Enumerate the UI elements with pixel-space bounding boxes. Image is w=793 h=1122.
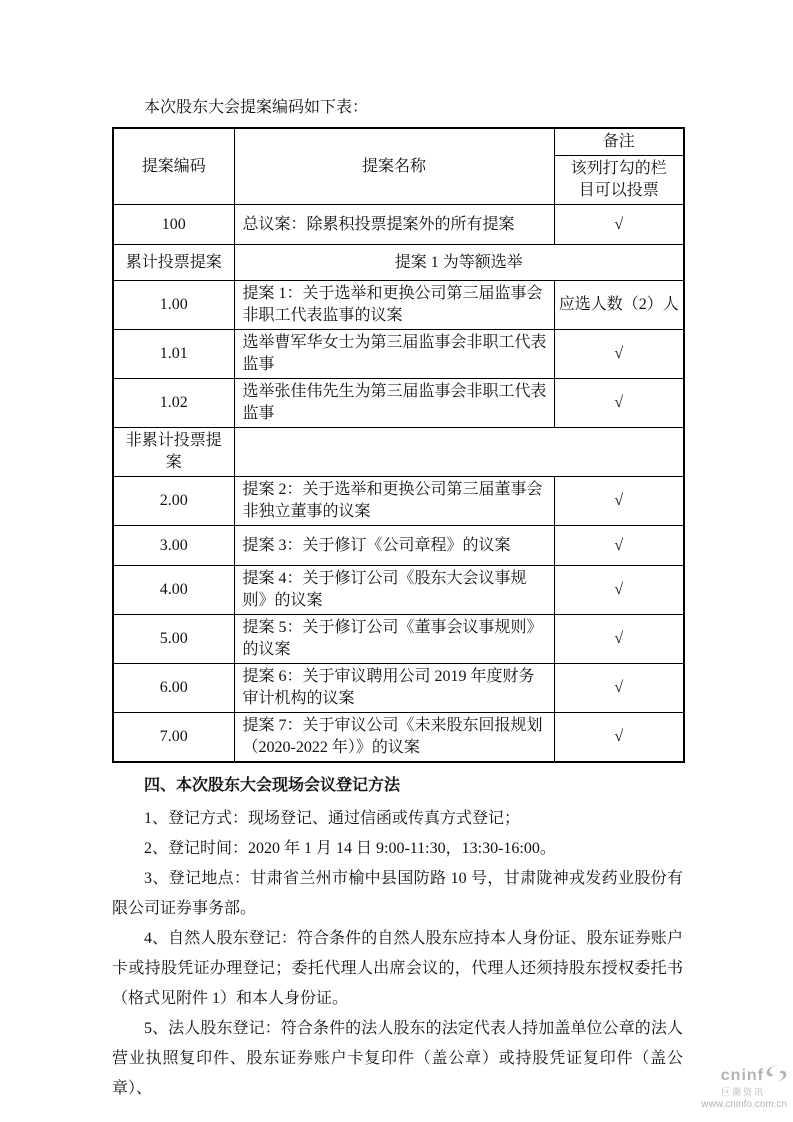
cell-proposal-code: 6.00 bbox=[113, 664, 234, 713]
table-row bbox=[113, 526, 684, 566]
cninfo-brand-text: cninf bbox=[720, 1066, 764, 1084]
table-row bbox=[113, 477, 684, 526]
cell-remark: √ bbox=[554, 526, 684, 566]
paragraph-registration-method: 1、登记方式：现场登记、通过信函或传真方式登记； bbox=[144, 810, 521, 827]
cell-remark: √ bbox=[554, 566, 684, 615]
cell-remark: √ bbox=[554, 615, 684, 664]
cell-proposal-name: 选举曹军华女士为第三届监事会非职工代表监事 bbox=[234, 330, 554, 379]
table-group-row bbox=[113, 428, 684, 477]
table-row bbox=[113, 615, 684, 664]
document-body bbox=[112, 96, 683, 1104]
cninfo-watermark bbox=[701, 1064, 787, 1110]
paragraph-registration-place: 3、登记地点：甘肃省兰州市榆中县国防路 10 号，甘肃陇神戎发药业股份有限公司证券事务部。 bbox=[112, 870, 683, 917]
table-row bbox=[113, 379, 684, 428]
table-header-row-1 bbox=[113, 128, 684, 156]
cell-proposal-code: 1.00 bbox=[113, 281, 234, 330]
cell-remark: √ bbox=[554, 713, 684, 763]
table-row bbox=[113, 205, 684, 245]
header-remark-sub: 该列打勾的栏目可以投票 bbox=[554, 156, 684, 205]
cell-remark: √ bbox=[554, 330, 684, 379]
section-heading: 四、本次股东大会现场会议登记方法 bbox=[144, 777, 401, 794]
table-group-row bbox=[113, 245, 684, 281]
cell-proposal-name: 提案 6：关于审议聘用公司 2019 年度财务审计机构的议案 bbox=[234, 664, 554, 713]
table-row bbox=[113, 330, 684, 379]
table-row bbox=[113, 664, 684, 713]
cell-remark: √ bbox=[554, 477, 684, 526]
cell-proposal-name: 选举张佳伟先生为第三届监事会非职工代表监事 bbox=[234, 379, 554, 428]
cninfo-chinese-name: 巨潮资讯 bbox=[720, 1087, 765, 1098]
cell-proposal-code: 7.00 bbox=[113, 713, 234, 763]
cell-proposal-code: 5.00 bbox=[113, 615, 234, 664]
paragraph-legal-person-registration: 5、法人股东登记：符合条件的法人股东的法定代表人持加盖单位公章的法人营业执照复印件、股东证券账户卡复印件（盖公章）或持股凭证复印件（盖公章）、 bbox=[112, 1020, 683, 1097]
cell-proposal-code: 3.00 bbox=[113, 526, 234, 566]
header-proposal-name: 提案名称 bbox=[234, 128, 554, 205]
cell-group-code: 累计投票提案 bbox=[113, 245, 234, 281]
paragraph-registration-time: 2、登记时间：2020 年 1 月 14 日 9:00-11:30，13:30-16:00。 bbox=[144, 840, 556, 857]
cell-proposal-name: 总议案：除累积投票提案外的所有提案 bbox=[234, 205, 554, 245]
cell-remark: √ bbox=[554, 664, 684, 713]
cell-proposal-code: 2.00 bbox=[113, 477, 234, 526]
cell-proposal-code: 4.00 bbox=[113, 566, 234, 615]
paragraph-natural-person-registration: 4、自然人股东登记：符合条件的自然人股东应持本人身份证、股东证券账户卡或持股凭证办理登记；委托代理人出席会议的，代理人还须持股东授权委托书（格式见附件 1）和本人身份证。 bbox=[112, 930, 683, 1007]
table-row bbox=[113, 281, 684, 330]
cell-proposal-name: 提案 2：关于选举和更换公司第三届董事会非独立董事的议案 bbox=[234, 477, 554, 526]
cell-remark: √ bbox=[554, 379, 684, 428]
cell-proposal-name: 提案 1：关于选举和更换公司第三届监事会非职工代表监事的议案 bbox=[234, 281, 554, 330]
cell-group-label: 提案 1 为等额选举 bbox=[234, 245, 684, 281]
proposal-code-table bbox=[112, 127, 685, 763]
cell-remark: √ bbox=[554, 205, 684, 245]
cninfo-logo-icon bbox=[766, 1064, 787, 1088]
cell-proposal-name: 提案 4：关于修订公司《股东大会议事规则》的议案 bbox=[234, 566, 554, 615]
cell-remark: 应选人数（2）人 bbox=[554, 281, 684, 330]
cell-proposal-name: 提案 5：关于修订公司《董事会议事规则》的议案 bbox=[234, 615, 554, 664]
cell-group-code: 非累计投票提案 bbox=[113, 428, 234, 477]
intro-text: 本次股东大会提案编码如下表： bbox=[144, 99, 369, 116]
header-remark: 备注 bbox=[554, 128, 684, 156]
header-proposal-code: 提案编码 bbox=[113, 128, 234, 205]
cninfo-url: www.cninfo.com.cn bbox=[701, 1099, 787, 1110]
cell-proposal-code: 100 bbox=[113, 205, 234, 245]
table-row bbox=[113, 566, 684, 615]
table-row bbox=[113, 713, 684, 763]
cell-proposal-code: 1.02 bbox=[113, 379, 234, 428]
cell-proposal-name: 提案 3：关于修订《公司章程》的议案 bbox=[234, 526, 554, 566]
cell-group-label bbox=[234, 428, 684, 477]
cell-proposal-code: 1.01 bbox=[113, 330, 234, 379]
cell-proposal-name: 提案 7：关于审议公司《未来股东回报规划（2020-2022 年）》的议案 bbox=[234, 713, 554, 763]
